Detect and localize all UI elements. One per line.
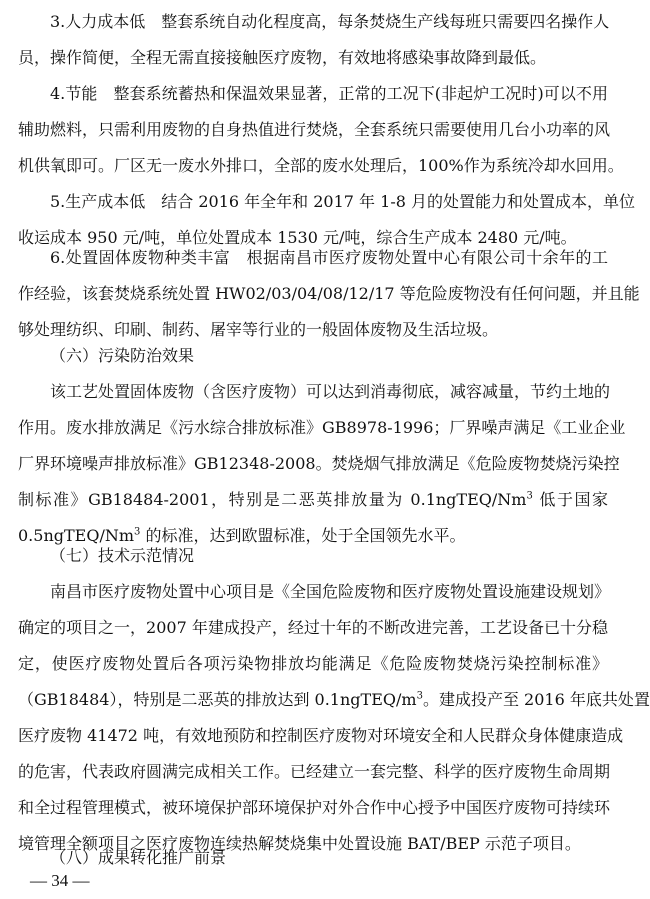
text-line: 境管理全额项目之医疗废物连续热解焚烧集中处置设施 BAT/BEP 示范子项目。 bbox=[18, 834, 581, 853]
superscript: 3 bbox=[134, 526, 141, 538]
text-line bbox=[18, 682, 650, 718]
text-line: 作经验，该套焚烧系统处置 HW02/03/04/08/12/17 等危险废物没有任何问题，并且能 bbox=[18, 284, 640, 303]
section-heading-tech-demo: （七）技术示范情况 bbox=[50, 546, 195, 565]
text-line bbox=[18, 482, 608, 518]
text-fragment: 制标准》GB18484-2001，特别是二恶英排放量为 0.1ngTEQ/Nm bbox=[18, 490, 527, 509]
text-line: 5.生产成本低 结合 2016 年全年和 2017 年 1-8 月的处置能力和处置成本，单位 bbox=[50, 192, 635, 211]
text-line: 员，操作简便，全程无需直接接触医疗废物，有效地将感染事故降到最低。 bbox=[18, 48, 547, 67]
text-line: 作用。废水排放满足《污水综合排放标准》GB8978-1996；厂界噪声满足《工业企业 bbox=[18, 418, 626, 437]
text-fragment: 低于国家 bbox=[532, 490, 608, 509]
text-line: 够处理纺织、印刷、制药、屠宰等行业的一般固体废物及生活垃圾。 bbox=[18, 320, 499, 339]
text-line: 定，使医疗废物处置后各项污染物排放均能满足《危险废物焚烧污染控制标准》 bbox=[18, 654, 608, 673]
superscript: 3 bbox=[416, 690, 423, 702]
text-fragment: 的标准，达到欧盟标准，处于全国领先水平。 bbox=[140, 526, 466, 545]
text-line: 机供氧即可。厂区无一废水外排口，全部的废水处理后，100%作为系统冷却水回用。 bbox=[18, 156, 624, 175]
text-fragment: （GB18484），特别是二恶英的排放达到 0.1ngTEQ/m bbox=[18, 690, 417, 709]
text-line: 6.处置固体废物种类丰富 根据南昌市医疗废物处置中心有限公司十余年的工 bbox=[50, 248, 608, 267]
text-line: 4.节能 整套系统蓄热和保温效果显著，正常的工况下(非起炉工况时)可以不用 bbox=[50, 84, 608, 103]
superscript: 3 bbox=[526, 490, 533, 502]
paragraph-tech-demo bbox=[18, 574, 650, 862]
text-line: 南昌市医疗废物处置中心项目是《全国危险废物和医疗废物处置设施建设规划》 bbox=[50, 582, 611, 601]
paragraph-waste-types bbox=[18, 240, 640, 348]
text-fragment: 0.5ngTEQ/Nm bbox=[18, 526, 135, 545]
section-heading-pollution-control: （六）污染防治效果 bbox=[50, 346, 195, 365]
text-line: 确定的项目之一，2007 年建成投产，经过十年的不断改进完善，工艺设备已十分稳 bbox=[18, 618, 608, 637]
paragraph-labor-cost bbox=[18, 4, 608, 76]
paragraph-pollution-control bbox=[18, 374, 626, 554]
text-line: 收运成本 950 元/吨，单位处置成本 1530 元/吨，综合生产成本 2480 元/吨。 bbox=[18, 228, 577, 247]
text-line: 厂界环境噪声排放标准》GB12348-2008。焚烧烟气排放满足《危险废物焚烧污染控 bbox=[18, 454, 620, 473]
text-line: 该工艺处置固体废物（含医疗废物）可以达到消毒彻底，减容减量，节约土地的 bbox=[50, 382, 611, 401]
text-line: 辅助燃料，只需利用废物的自身热值进行焚烧，全套系统只需要使用几台小功率的风 bbox=[18, 120, 611, 139]
text-line: 3.人力成本低 整套系统自动化程度高，每条焚烧生产线每班只需要四名操作人 bbox=[50, 12, 610, 31]
text-fragment: 。建成投产至 2016 年底共处置 bbox=[422, 690, 650, 709]
section-heading-promotion-prospects: （八）成果转化推广前景 bbox=[50, 848, 227, 867]
text-line: 医疗废物 41472 吨，有效地预防和控制医疗废物对环境安全和人民群众身体健康造成 bbox=[18, 726, 624, 745]
text-line: 和全过程管理模式，被环境保护部环境保护对外合作中心授予中国医疗废物可持续环 bbox=[18, 798, 611, 817]
page-number: — 34 — bbox=[30, 871, 90, 890]
paragraph-energy-saving bbox=[18, 76, 624, 184]
text-line: 的危害，代表政府圆满完成相关工作。已经建立一套完整、科学的医疗废物生命周期 bbox=[18, 762, 611, 781]
